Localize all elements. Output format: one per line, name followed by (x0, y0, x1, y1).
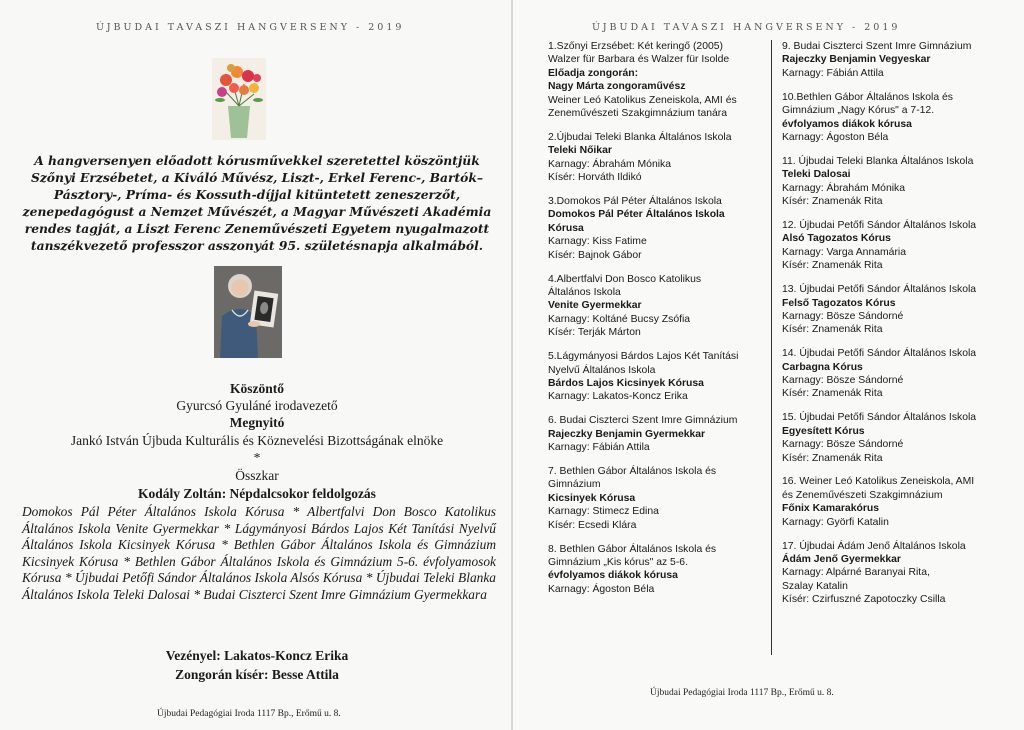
program-item-line: 6. Budai Ciszterci Szent Imre Gimnázium (548, 415, 738, 427)
program-item-choir-name: Teleki Nőikar (548, 145, 612, 157)
participating-choirs-list: Domokos Pál Péter Általános Iskola Kórusa * Albertfalvi Don Bosco Katolikus Általános Iskola Venite Gyermekkar * Lágymányosi Bárdos Lajos Két Tanítási Nyelvű Általános Iskola Kicsinyek Kórusa * Bethlen Gábor Általános Iskola és Gimnázium Kicsinyek Kórusa * Bethlen Gábor Általános Iskola és Gimnázium 5-6. évfolyamosok Kórusa * Újbudai Petőfi Sándor Általános Iskola Alsós Kórusa * Újbudai Teleki Blanka Általános Iskola Teleki Dalosai * Budai Ciszterci Szent Imre Gimnázium Gyermekkara (22, 504, 496, 602)
greeting-title: Köszöntő (230, 381, 284, 396)
program-item-line: Gimnázium „Kis kórus" az 5-6. (548, 556, 688, 568)
program-item-choir-name: Domokos Pál Péter Általános Iskola (548, 209, 725, 221)
program-item (548, 350, 768, 404)
program-item-choir-name: Nagy Márta zongoraművész (548, 81, 686, 93)
program-item-line: 13. Újbudai Petőfi Sándor Általános Iskola (782, 284, 977, 296)
combined-choir-title: Összkar (235, 468, 279, 483)
program-item-line: Karnagy: Koltáné Bucsy Zsófia (548, 313, 691, 325)
program-item-line: Kísér: Ecsedi Klára (548, 519, 637, 531)
program-item-choir-name: Előadja zongorán: (548, 67, 639, 79)
program-item-line: Karnagy: Stimecz Edina (548, 506, 659, 518)
program-item-choir-name: Felső Tagozatos Kórus (782, 297, 896, 309)
program-item (782, 219, 994, 273)
program-item (782, 347, 994, 401)
greeting-person: Gyurcsó Gyuláné irodavezető (176, 398, 338, 413)
column-divider (771, 40, 772, 655)
program-item-line: Karnagy: Ágoston Béla (782, 131, 889, 143)
program-item-line: Kísér: Znamenák Rita (782, 324, 883, 336)
right-page-footer: Újbudai Pedagógiai Iroda 1117 Bp., Erőmű u. 8. (650, 688, 834, 698)
program-item (548, 273, 768, 340)
program-item-line: és Zeneművészeti Szakgimnázium (782, 489, 943, 501)
program-item-line: Karnagy: Bösze Sándorné (782, 439, 904, 451)
program-item-choir-name: Carbagna Kórus (782, 361, 863, 373)
program-item-line: 15. Újbudai Petőfi Sándor Általános Iskola (782, 412, 977, 424)
program-item (548, 543, 768, 597)
program-item-line: Karnagy: Ágoston Béla (548, 583, 655, 595)
program-item-line: 5.Lágymányosi Bárdos Lajos Két Tanítási (548, 351, 739, 363)
tribute-text: A hangversenyen előadott kórusművekkel szeretettel köszöntjük Szőnyi Erzsébetet, a Kiváló Művész, Liszt-, Erkel Ferenc-, Bartók–Pásztory-, Príma- és Kossuth-díjjal kitüntetett zeneszerzőt, zenepedagógust a Nemzet Művészét, a Magyar Művészeti Akadémia rendes tagját, a Liszt Ferenc Zeneművészeti Egyetem nyugalmazott tanszékvezető professzor asszonyát 95. születésnapja alkalmából. (22, 153, 492, 253)
program-item-line: Kísér: Horváth Ildikó (548, 172, 642, 184)
program-item-choir-name: Kórusa (548, 222, 584, 234)
page-fold (511, 0, 513, 730)
program-item-line: Karnagy: Ábrahám Mónika (548, 158, 672, 170)
program-item-line: Karnagy: Lakatos-Koncz Erika (548, 391, 688, 403)
program-item (548, 131, 768, 185)
program-item-line: Karnagy: Varga Annamária (782, 246, 906, 258)
program-item (782, 475, 994, 529)
program-item-choir-name: Rajeczky Benjamin Vegyeskar (782, 54, 931, 66)
portrait-photo (214, 266, 282, 358)
program-item-line: Kísér: Czirfuszné Zapotoczky Csilla (782, 594, 946, 606)
program-item (782, 91, 994, 145)
program-item-choir-name: évfolyamos diákok kórusa (548, 570, 678, 582)
program-item-choir-name: Bárdos Lajos Kicsinyek Kórusa (548, 377, 704, 389)
program-item-line: Általános Iskola (548, 287, 621, 298)
program-item-line: Karnagy: Bösze Sándorné (782, 310, 904, 322)
program-item-line: Kísér: Bajnok Gábor (548, 249, 642, 261)
opening-person: Jankó István Újbuda Kulturális és Köznevelési Bizottságának elnöke (70, 433, 444, 448)
opening-title: Megnyitó (229, 415, 285, 430)
program-column-right (782, 40, 994, 617)
program-item-line: Karnagy: Györfi Katalin (782, 516, 889, 528)
program-item-line: Karnagy: Ábrahám Mónika (782, 182, 906, 194)
program-item-choir-name: Egyesített Kórus (782, 425, 865, 437)
program-item-line: 14. Újbudai Petőfi Sándor Általános Iskola (782, 348, 977, 360)
accompanist-line: Zongorán kísér: Besse Attila (175, 667, 339, 682)
program-item-line: 2.Újbudai Teleki Blanka Általános Iskola (548, 131, 732, 143)
program-item-line: Karnagy: Fábián Attila (548, 442, 650, 454)
program-item-choir-name: Venite Gyermekkar (548, 300, 642, 312)
program-item-line: Karnagy: Alpárné Baranyai Rita, (782, 567, 930, 579)
conductor-line: Vezényel: Lakatos-Koncz Erika (165, 648, 349, 663)
program-item-line: Karnagy: Bösze Sándorné (782, 375, 904, 387)
program-item (548, 195, 768, 262)
program-item-line: Karnagy: Fábián Attila (782, 67, 884, 79)
program-item-line: 8. Bethlen Gábor Általános Iskola és (548, 543, 717, 555)
program-item-line: Kísér: Znamenák Rita (782, 388, 883, 400)
program-item (782, 540, 994, 607)
program-item-choir-name: Ádám Jenő Gyermekkar (782, 554, 901, 565)
program-item (548, 414, 768, 454)
program-item-line: Weiner Leó Katolikus Zeneiskola, AMI és (548, 94, 737, 106)
program-item-line: 4.Albertfalvi Don Bosco Katolikus (548, 273, 702, 285)
program-item-line: 11. Újbudai Teleki Blanka Általános Iskola (782, 155, 974, 167)
program-item-line: Kísér: Znamenák Rita (782, 196, 883, 208)
left-page-header: ÚJBUDAI TAVASZI HANGVERSENY - 2019 (96, 22, 405, 33)
program-column-left (548, 40, 768, 607)
flower-vase-illustration (212, 58, 266, 140)
program-item-choir-name: Teleki Dalosai (782, 169, 851, 181)
program-item-line: Kísér: Znamenák Rita (782, 452, 883, 464)
program-item-line: 7. Bethlen Gábor Általános Iskola és (548, 465, 717, 477)
program-item-choir-name: évfolyamos diákok kórusa (782, 118, 912, 130)
program-item-choir-name: Rajeczky Benjamin Gyermekkar (548, 428, 706, 440)
program-item (548, 40, 768, 120)
program-item-line: Walzer für Barbara és Walzer für Isolde (548, 54, 730, 66)
program-item-line: Zeneművészeti Szakgimnázium tanára (548, 108, 728, 120)
piece-title: Kodály Zoltán: Népdalcsokor feldolgozás (138, 486, 376, 501)
program-item-line: Kísér: Znamenák Rita (782, 260, 883, 272)
program-item-line: 3.Domokos Pál Péter Általános Iskola (548, 196, 722, 208)
program-item-line: 1.Szőnyi Erzsébet: Két keringő (2005) (548, 41, 724, 52)
right-page-header: ÚJBUDAI TAVASZI HANGVERSENY - 2019 (592, 22, 901, 33)
program-item-choir-name: Főnix Kamarakórus (782, 503, 880, 515)
program-item-line: 17. Újbudai Ádám Jenő Általános Iskola (782, 540, 966, 552)
program-item-choir-name: Alsó Tagozatos Kórus (782, 233, 891, 245)
program-item-line: Kísér: Terják Márton (548, 327, 641, 339)
program-item-line: 16. Weiner Leó Katolikus Zeneiskola, AMI (782, 476, 975, 488)
separator-asterisk: * (253, 450, 261, 465)
program-item-line: Karnagy: Kiss Fatime (548, 236, 647, 248)
program-item-line: Nyelvű Általános Iskola (548, 364, 656, 376)
program-item-line: 9. Budai Ciszterci Szent Imre Gimnázium (782, 41, 972, 52)
program-item (782, 283, 994, 337)
program-item-line: Szalay Katalin (782, 580, 848, 592)
program-item (548, 465, 768, 532)
program-item-line: Gimnázium „Nagy Kórus" a 7-12. (782, 105, 935, 117)
program-item-line: 10.Bethlen Gábor Általános Iskola és (782, 91, 953, 103)
left-page-footer: Újbudai Pedagógiai Iroda 1117 Bp., Erőmű u. 8. (157, 709, 341, 719)
program-item (782, 155, 994, 209)
program-item (782, 40, 994, 80)
program-item-line: Gimnázium (548, 479, 601, 491)
program-item-choir-name: Kicsinyek Kórusa (548, 492, 636, 504)
program-item (782, 411, 994, 465)
program-item-line: 12. Újbudai Petőfi Sándor Általános Iskola (782, 219, 977, 231)
